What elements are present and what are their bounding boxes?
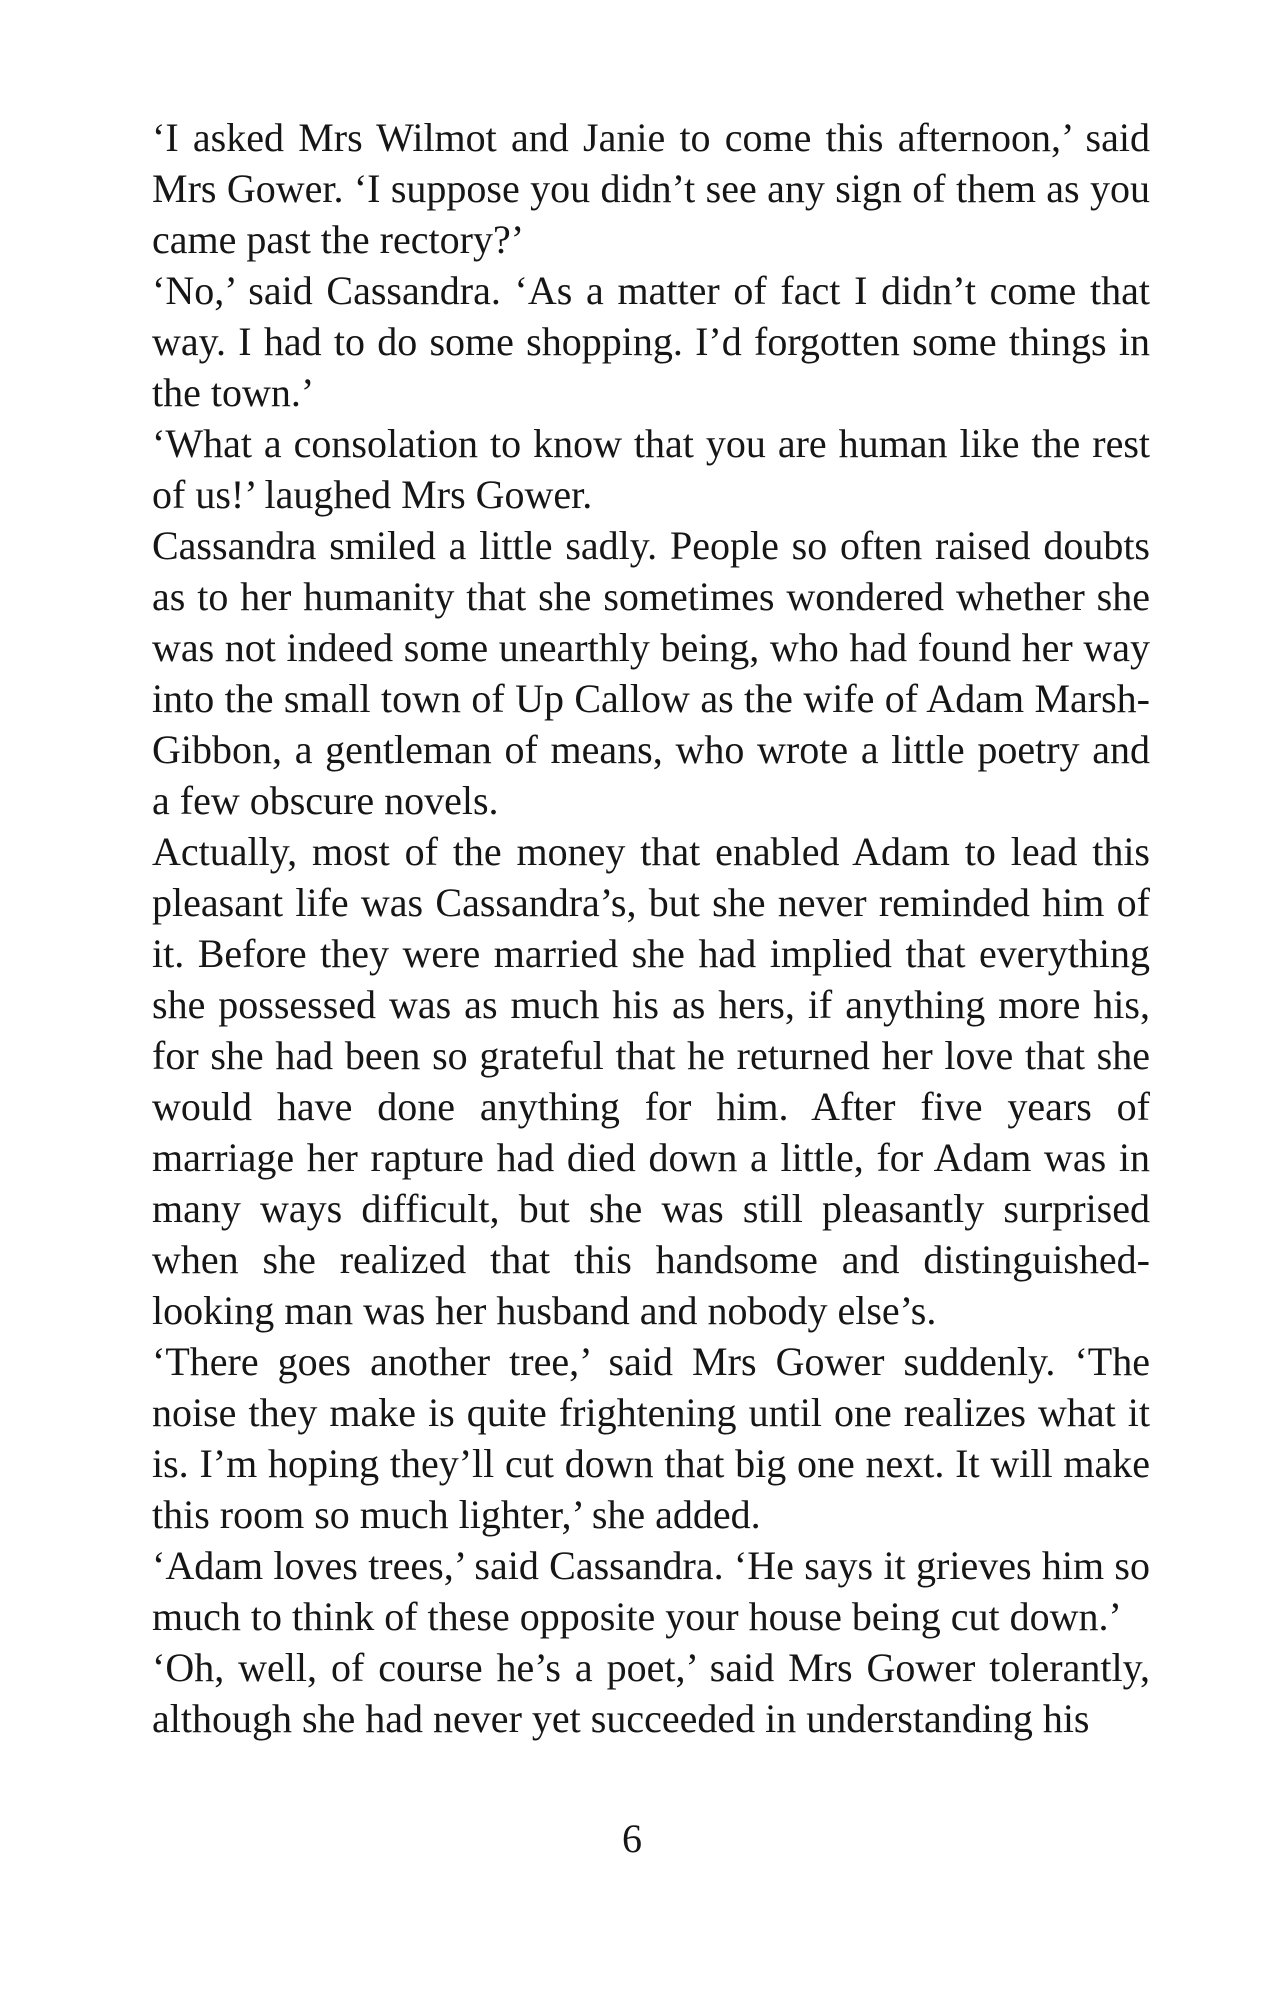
page-number: 6 xyxy=(622,1816,642,1861)
paragraph: ‘There goes another tree,’ said Mrs Gower suddenly. ‘The noise they make is quite frightening until one realizes what it is. I’m hoping they’ll cut down that big one next. It will make this room so much lighter,’ she added. xyxy=(152,1339,1150,1537)
paragraph: Cassandra smiled a little sadly. People so often raised doubts as to her humanity that she sometimes wondered whether she was not indeed some unearthly being, who had found her way into the small town of Up Callow as the wife of Adam Marsh-Gibbon, a gentleman of means, who wrote a little poetry and a few obscure novels. xyxy=(152,523,1150,823)
paragraph: ‘What a consolation to know that you are human like the rest of us!’ laughed Mrs Gower. xyxy=(152,421,1150,517)
paragraph: ‘I asked Mrs Wilmot and Janie to come this afternoon,’ said Mrs Gower. ‘I suppose you didn’t see any sign of them as you came past the rectory?’ xyxy=(152,115,1150,262)
body-text xyxy=(152,112,1150,1744)
paragraph: ‘No,’ said Cassandra. ‘As a matter of fact I didn’t come that way. I had to do some shopping. I’d forgotten some things in the town.’ xyxy=(152,268,1150,415)
paragraph: Actually, most of the money that enabled Adam to lead this pleasant life was Cassandra’s, but she never reminded him of it. Before they were married she had implied that everything she possessed was as much his as hers, if anything more his, for she had been so grateful that he returned her love that she would have done anything for him. After five years of marriage her rapture had died down a little, for Adam was in many ways difficult, but she was still pleasantly surprised when she realized that this handsome and distinguished-looking man was her husband and nobody else’s. xyxy=(152,829,1150,1333)
paragraph: ‘Adam loves trees,’ said Cassandra. ‘He says it grieves him so much to think of these opposite your house being cut down.’ xyxy=(152,1543,1150,1639)
paragraph: ‘Oh, well, of course he’s a poet,’ said Mrs Gower tolerantly, although she had never yet succeeded in understanding his xyxy=(152,1645,1150,1741)
